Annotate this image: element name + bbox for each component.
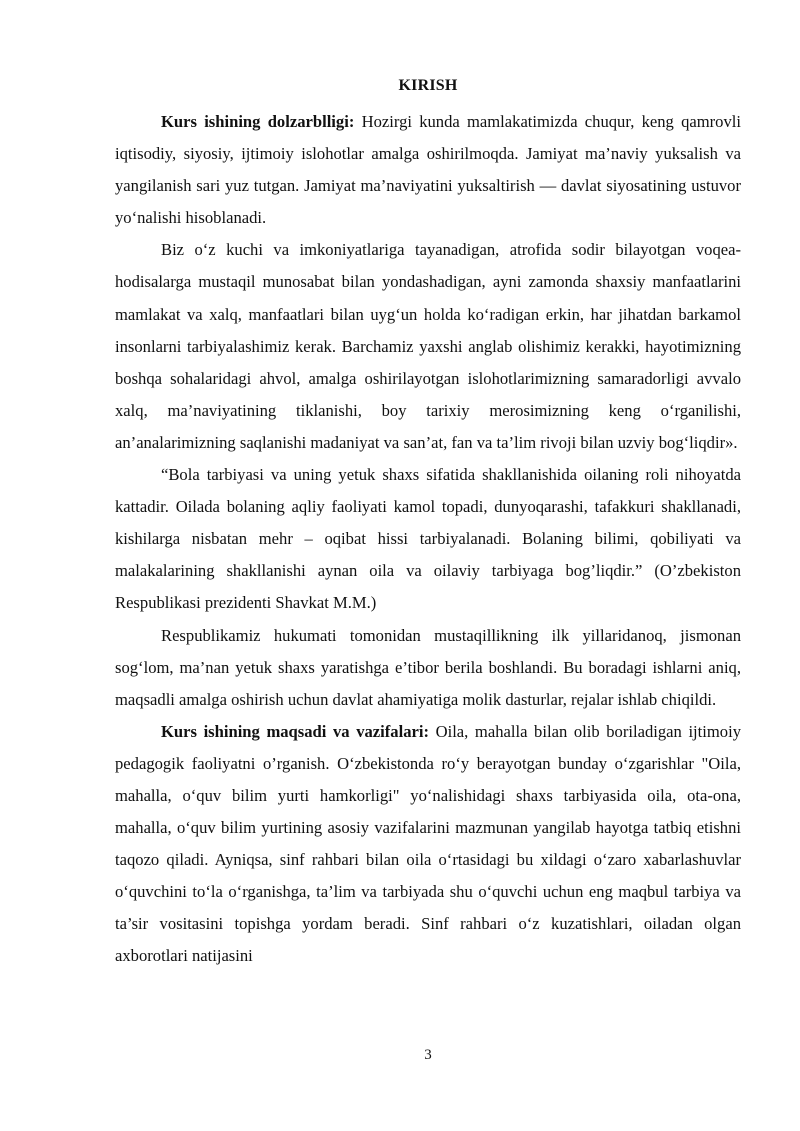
- section-title: KIRISH: [398, 77, 458, 94]
- paragraph-text-relevance: Hozirgi kunda mamlakatimizda chuqur, keng qamrovli iqtisodiy, siyosiy, ijtimoiy islohotlar amalga oshirilmoqda. Jamiyat ma’naviy yuksalish va yangilanish sari yuz tutgan. Jamiyat ma’naviyatini yuksaltirish — davlat siyosatining ustuvor yo‘nalishi hisoblanadi.: [115, 112, 741, 228]
- paragraph-citizens: Biz o‘z kuchi va imkoniyatlariga tayanadigan, atrofida sodir bilayotgan voqea-hodisalarga mustaqil munosabat bilan yondashadigan, ayni zamonda shaxsiy manfaatlarini mamlakat va xalq, manfaatlari bilan uyg‘un holda ko‘radigan erkin, har jihatdan barkamol insonlarni tarbiyalashimiz kerak. Barchamiz yaxshi anglab olishimiz kerakki, hayotimizning boshqa sohalaridagi ahvol, amalga oshirilayotgan islohotlarimizning samaradorligi avvalo xalq, ma’naviyatining tiklanishi, boy tarixiy merosimizning keng o‘rganilishi, an’analarimizning saqlanishi madaniyat va san’at, fan va ta’lim rivoji bilan uzviy bog‘liqdir».: [115, 240, 741, 452]
- paragraph-lead-goals: Kurs ishining maqsadi va vazifalari:: [161, 721, 429, 741]
- paragraph-lead-relevance: Kurs ishining dolzarblligi:: [161, 112, 355, 131]
- paragraph-quote: “Bola tarbiyasi va uning yetuk shaxs sifatida shakllanishida oilaning roli nihoyatda kattadir. Oilada bolaning aqliy faoliyati kamol topadi, dunyoqarashi, tafakkuri shakllanadi, kishilarga nisbatan mehr – oqibat hissi tarbiyalanadi. Bolaning bilimi, qobiliyati va malakalarining shakllanishi aynan oila va oilaviy tarbiyaga bog’liqdir.” (O’zbekiston Respublikasi prezidenti Shavkat M.M.): [115, 465, 741, 613]
- page-number: 3: [424, 1047, 432, 1063]
- paragraph-goals: [115, 716, 741, 973]
- paragraph-government: Respublikamiz hukumati tomonidan mustaqillikning ilk yillaridanoq, jismonan sog‘lom, ma’nan yetuk shaxs yaratishga e’tibor berila boshlandi. Bu boradagi ishlarni aniq, maqsadli amalga oshirish uchun davlat ahamiyatiga molik dasturlar, rejalar ishlab chiqildi.: [115, 625, 741, 709]
- paragraph-relevance: [115, 106, 741, 234]
- document-body: [115, 106, 741, 973]
- paragraph-text-goals: Oila, mahalla bilan olib boriladigan ijtimoiy pedagogik faoliyatni o’rganish. O‘zbekistonda ro‘y berayotgan bunday o‘zgarishlar "Oila, mahalla, o‘quv bilim yurti hamkorligi" yo‘nalishidagi shaxs tarbiyasida oila, ota-ona, mahalla, o‘quv bilim yurtining asosiy vazifalarini mazmunan yangilab hayotga tatbiq etishni taqozo qiladi. Ayniqsa, sinf rahbari bilan oila o‘rtasidagi bu xildagi o‘zaro xabarlashuvlar o‘quvchini to‘la o‘rganishga, ta’lim va tarbiyada shu o‘quvchi uchun eng maqbul tarbiya va ta’sir vositasini topishga yordam beradi. Sinf rahbari o‘z kuzatishlari, oiladan olgan axborotlari natijasini: [115, 721, 741, 966]
